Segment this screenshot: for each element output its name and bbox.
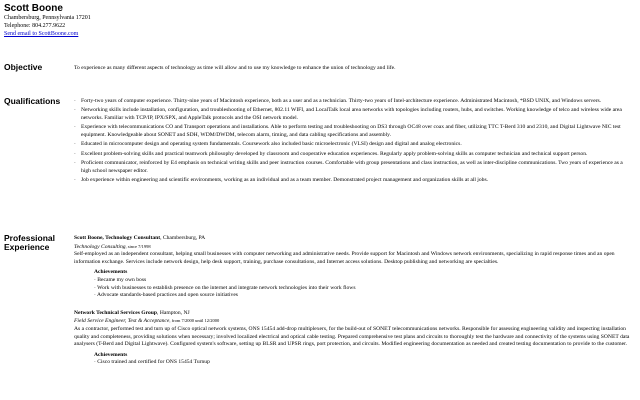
achievements-list: [94, 277, 634, 300]
list-item: · Forty-two years of computer experience. Thirty-nine years of Macintosh experience, both as a user and as a technician. Thirty-two years of Intel-architecture experience. Administrated Macintosh, *BSD UNIX, and Windows servers.: [74, 98, 634, 106]
list-item: · Excellent problem-solving skills and practical teamwork philosophy developed by classroom and cooperative education experiences. Regularly apply problem-solving skills as computer technician and technical support person.: [74, 151, 634, 159]
achievements-heading: Achievements: [94, 351, 128, 358]
job-location: , Hampton, NJ: [157, 309, 190, 316]
qualifications-list-container: [74, 98, 634, 187]
resume-header: [4, 3, 91, 38]
job-company: Network Technical Services Group: [74, 309, 158, 316]
job-description: As a contractor, performed test and turn up of Cisco optical network systems, ONS 15454 add-drop multiplexers, for the build-out of SONET telecommunications networks. Responsible for assessing engineering validity and inspecting installation quality and completeness, providing solutions when necessary; involved localized electrical and optical cable testing. Prepared comprehensive test plans and circuits to thoroughly test the hardware and connectivity of the systems using SONET data analysers (T-Berd and Digital Lightwave). Configured system's software, setting up BLSR and UPSR rings, port protection, and circuits. Modified engineering documentation as needed and created testing documentation to provide to the customer.: [74, 325, 630, 348]
objective-text: To experience as many different aspects of technology as time will allow and to use my knowledge to enhance the union of technology and life.: [74, 65, 396, 71]
objective-heading: Objective: [4, 62, 43, 72]
achievements-heading: Achievements: [94, 269, 128, 276]
job-header: [74, 310, 634, 318]
list-item: · Experience with telecommunications CO and Transport operations and installations. Able to perform testing and troubleshooting on DS3 through OC48 over coax and fiber, utilizing TTC T-Berd 310 and 2310, and Digital Lightwave NIC test equipment. Knowledgeable about SONET and SDH, WDM/DWDM, telecom alarm, timing, and data cabling specifications and assembly.: [74, 124, 634, 139]
list-item: · Job experience within engineering and scientific environments, working as an individual and as a team member. Demonstrated project management and organization skills at all jobs.: [74, 177, 634, 185]
job-location: , Chambersburg, PA: [160, 235, 206, 241]
list-item: · Became my own boss: [94, 276, 147, 283]
address: Chambersburg, Pennsylvania 17201: [4, 15, 91, 21]
achievements-list: [94, 359, 634, 367]
job-company: Scott Boone, Technology Consultant: [74, 235, 161, 241]
job-dates: , from 7/2000 until 12/2000: [169, 318, 220, 324]
telephone: Telephone: 804.277.9622: [4, 23, 66, 29]
list-item: · Advocate standards-based practices and open source initiatives: [94, 292, 238, 299]
qualifications-list: [74, 98, 634, 185]
job-role: Field Service Engineer, Test & Acceptance: [74, 318, 170, 325]
experience-heading: Professional Experience: [4, 233, 56, 252]
list-item: · Networking skills include installation, configuration, and troubleshooting of Ethernet, 802.11 WIFI, and LocalTalk local area networks with topologies including routers, hubs, and switches. Working knowledge of telco and wireless wide area networks. Familiar with TCP/IP, IPX/SPX, and AppleTalk protocols and the OSI network model.: [74, 107, 634, 122]
job-dates: , since 7/1998: [125, 243, 151, 249]
qualifications-heading: Qualifications: [4, 96, 61, 106]
list-item: · Work with businesses to establish presence on the internet and integrate network technologies into their work flows: [94, 284, 356, 291]
experience-section: [74, 235, 634, 367]
person-name: Scott Boone: [4, 3, 63, 14]
list-item: · Educated in microcomputer design and operating system fundamentals. Coursework also included basic microelectronic (VLSI) design and digital and analog electronics.: [74, 141, 634, 149]
job-header: [74, 235, 634, 243]
list-item: · Cisco trained and certified for ONS 15454 Turnup: [94, 359, 210, 366]
list-item: · Proficient communicator, reinforced by E4 emphasis on technical writing skills and peer instruction courses. Comfortable with group presentations and class instruction, as well as inter-discipline communications. Two years of experience as a high school newspaper editor.: [74, 160, 634, 175]
job-role: Technology Consulting: [74, 243, 126, 250]
email-link[interactable]: Send email to ScottBoone.com: [4, 31, 79, 37]
job-description: Self-employed as an independent consultant, helping small businesses with computer networking and administrative needs. Provide support for Macintosh and Windows network environments, specializing in rapid response times and an open information exchange. Services include network design, help desk support, training, purchase consultations, and Internet access solutions. Desktop publishing and networking are specialties.: [74, 251, 615, 265]
